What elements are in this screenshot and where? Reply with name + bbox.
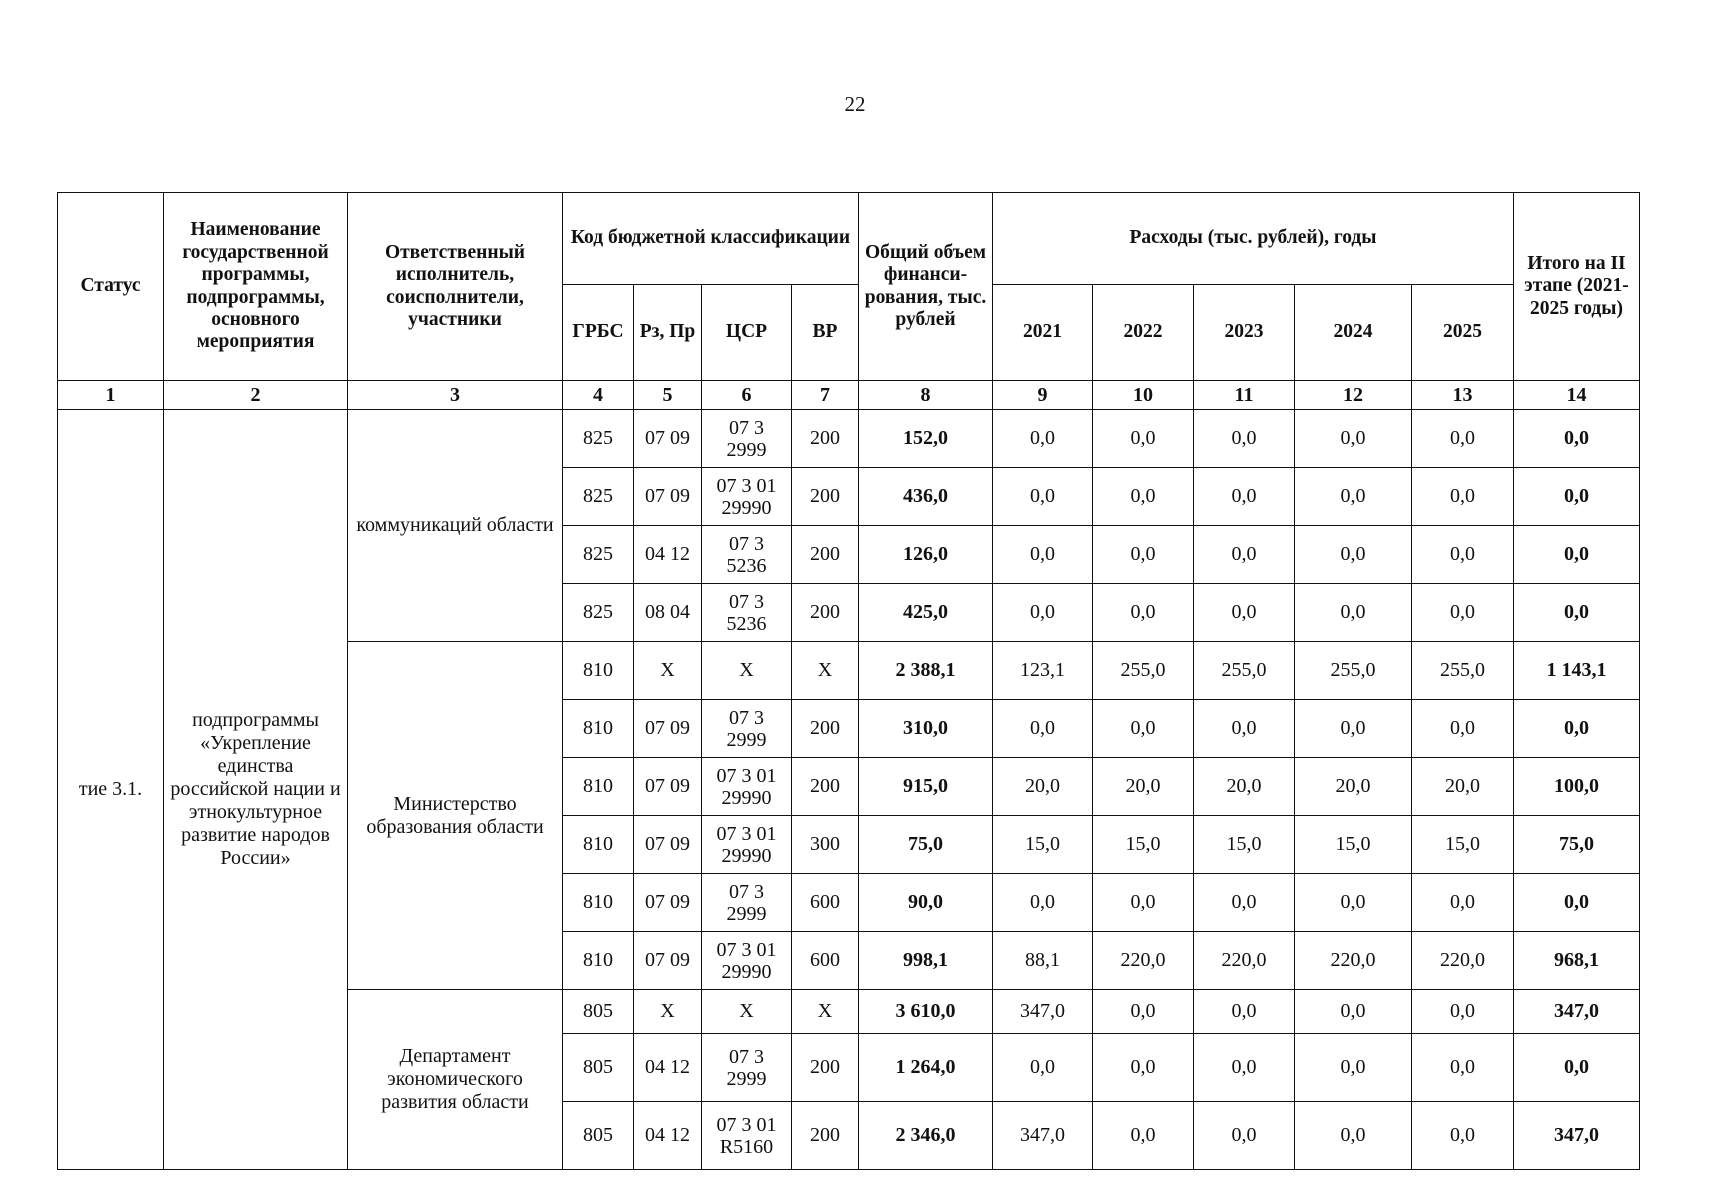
year-cell: 15,0 xyxy=(1295,816,1412,874)
csr-line: 2999 xyxy=(726,1067,767,1090)
csr-line: 07 3 01 xyxy=(716,822,777,845)
stage-total-cell: 100,0 xyxy=(1514,758,1640,816)
stage-total-cell: 0,0 xyxy=(1514,410,1640,468)
year-cell: 347,0 xyxy=(993,990,1093,1034)
csr-line: 5236 xyxy=(726,554,767,577)
year-cell: 0,0 xyxy=(1194,874,1295,932)
year-cell: 0,0 xyxy=(1412,1102,1514,1170)
total-cell: 1 264,0 xyxy=(859,1034,993,1102)
year-cell: 0,0 xyxy=(1295,990,1412,1034)
total-cell: 3 610,0 xyxy=(859,990,993,1034)
year-cell: 0,0 xyxy=(1295,874,1412,932)
rz-pr-cell: 07 09 xyxy=(634,468,702,526)
total-cell: 425,0 xyxy=(859,584,993,642)
year-cell: 0,0 xyxy=(1093,874,1194,932)
csr-cell xyxy=(702,816,792,874)
year-cell: 15,0 xyxy=(1412,816,1514,874)
executor-cell: коммуникаций области xyxy=(348,410,563,642)
column-number: 5 xyxy=(634,381,702,410)
total-cell: 126,0 xyxy=(859,526,993,584)
year-cell: 0,0 xyxy=(1295,700,1412,758)
total-cell: 915,0 xyxy=(859,758,993,816)
stage-total-cell: 0,0 xyxy=(1514,700,1640,758)
year-cell: 0,0 xyxy=(1093,526,1194,584)
csr-line: 07 3 xyxy=(729,706,764,729)
year-cell: 20,0 xyxy=(993,758,1093,816)
year-cell: 0,0 xyxy=(1194,990,1295,1034)
stage-total-cell: 347,0 xyxy=(1514,1102,1640,1170)
year-cell: 123,1 xyxy=(993,642,1093,700)
year-cell: 0,0 xyxy=(1194,700,1295,758)
year-cell: 0,0 xyxy=(1093,468,1194,526)
header-csr: ЦСР xyxy=(702,285,792,381)
csr-cell: Х xyxy=(702,642,792,700)
csr-line: 07 3 xyxy=(729,590,764,613)
csr-line: 2999 xyxy=(726,728,767,751)
stage-total-cell: 968,1 xyxy=(1514,932,1640,990)
rz-pr-cell: 07 09 xyxy=(634,758,702,816)
column-number: 13 xyxy=(1412,381,1514,410)
year-cell: 0,0 xyxy=(993,526,1093,584)
year-cell: 20,0 xyxy=(1093,758,1194,816)
grbs-cell: 810 xyxy=(563,700,634,758)
year-cell: 20,0 xyxy=(1295,758,1412,816)
year-cell: 220,0 xyxy=(1412,932,1514,990)
year-cell: 255,0 xyxy=(1412,642,1514,700)
header-budget-code: Код бюджетной классификации xyxy=(563,193,859,285)
grbs-cell: 805 xyxy=(563,1102,634,1170)
rz-pr-cell: Х xyxy=(634,990,702,1034)
year-cell: 0,0 xyxy=(1093,1102,1194,1170)
grbs-cell: 825 xyxy=(563,584,634,642)
rz-pr-cell: 08 04 xyxy=(634,584,702,642)
column-number: 8 xyxy=(859,381,993,410)
vr-cell: 200 xyxy=(792,526,859,584)
year-cell: 0,0 xyxy=(1412,990,1514,1034)
csr-cell xyxy=(702,410,792,468)
program-name-cell: подпрограммы «Укрепление единства российской нации и этнокультурное развитие народов России» xyxy=(164,410,348,1170)
header-expenses: Расходы (тыс. рублей), годы xyxy=(993,193,1514,285)
csr-line: 2999 xyxy=(726,902,767,925)
column-number: 12 xyxy=(1295,381,1412,410)
year-cell: 0,0 xyxy=(1412,700,1514,758)
year-cell: 0,0 xyxy=(1093,990,1194,1034)
grbs-cell: 810 xyxy=(563,874,634,932)
stage-total-cell: 75,0 xyxy=(1514,816,1640,874)
year-cell: 220,0 xyxy=(1093,932,1194,990)
total-cell: 310,0 xyxy=(859,700,993,758)
column-number: 14 xyxy=(1514,381,1640,410)
grbs-cell: 825 xyxy=(563,526,634,584)
header-executor: Ответственный исполнитель, соисполнители, участники xyxy=(348,193,563,381)
total-cell: 998,1 xyxy=(859,932,993,990)
total-cell: 2 346,0 xyxy=(859,1102,993,1170)
column-number: 1 xyxy=(58,381,164,410)
csr-line: 5236 xyxy=(726,612,767,635)
grbs-cell: 810 xyxy=(563,758,634,816)
csr-cell xyxy=(702,584,792,642)
header-grbs: ГРБС xyxy=(563,285,634,381)
year-cell: 255,0 xyxy=(1194,642,1295,700)
column-number: 2 xyxy=(164,381,348,410)
stage-total-cell: 0,0 xyxy=(1514,1034,1640,1102)
year-cell: 0,0 xyxy=(993,874,1093,932)
year-cell: 15,0 xyxy=(1194,816,1295,874)
year-cell: 0,0 xyxy=(1093,584,1194,642)
header-row xyxy=(58,193,1640,285)
csr-cell xyxy=(702,526,792,584)
rz-pr-cell: 07 09 xyxy=(634,816,702,874)
year-cell: 0,0 xyxy=(1093,1034,1194,1102)
rz-pr-cell: 07 09 xyxy=(634,932,702,990)
year-cell: 0,0 xyxy=(1194,1102,1295,1170)
year-cell: 0,0 xyxy=(1194,584,1295,642)
total-cell: 152,0 xyxy=(859,410,993,468)
year-cell: 255,0 xyxy=(1295,642,1412,700)
year-cell: 0,0 xyxy=(1295,1034,1412,1102)
header-2023: 2023 xyxy=(1194,285,1295,381)
grbs-cell: 825 xyxy=(563,410,634,468)
header-2024: 2024 xyxy=(1295,285,1412,381)
csr-cell xyxy=(702,874,792,932)
header-rz-pr: Рз, Пр xyxy=(634,285,702,381)
csr-cell xyxy=(702,758,792,816)
column-number: 10 xyxy=(1093,381,1194,410)
stage-total-cell: 347,0 xyxy=(1514,990,1640,1034)
csr-line: R5160 xyxy=(719,1135,774,1158)
year-cell: 255,0 xyxy=(1093,642,1194,700)
year-cell: 0,0 xyxy=(993,1034,1093,1102)
table-row xyxy=(58,410,1640,468)
year-cell: 88,1 xyxy=(993,932,1093,990)
total-cell: 90,0 xyxy=(859,874,993,932)
csr-cell xyxy=(702,932,792,990)
year-cell: 15,0 xyxy=(1093,816,1194,874)
vr-cell: 200 xyxy=(792,1034,859,1102)
csr-line: 2999 xyxy=(726,438,767,461)
csr-line: 07 3 xyxy=(729,1045,764,1068)
total-cell: 75,0 xyxy=(859,816,993,874)
year-cell: 220,0 xyxy=(1295,932,1412,990)
header-2025: 2025 xyxy=(1412,285,1514,381)
rz-pr-cell: 04 12 xyxy=(634,526,702,584)
rz-pr-cell: Х xyxy=(634,642,702,700)
column-number: 7 xyxy=(792,381,859,410)
rz-pr-cell: 07 09 xyxy=(634,410,702,468)
year-cell: 0,0 xyxy=(1412,468,1514,526)
year-cell: 0,0 xyxy=(1295,410,1412,468)
vr-cell: 200 xyxy=(792,468,859,526)
csr-line: 29990 xyxy=(721,960,772,983)
grbs-cell: 805 xyxy=(563,990,634,1034)
header-name: Наименование государственной программы, подпрограммы, основного мероприятия xyxy=(164,193,348,381)
year-cell: 0,0 xyxy=(1412,410,1514,468)
column-number: 4 xyxy=(563,381,634,410)
executor-cell: Департамент экономического развития области xyxy=(348,990,563,1170)
csr-line: 07 3 01 xyxy=(716,764,777,787)
csr-cell xyxy=(702,1102,792,1170)
year-cell: 20,0 xyxy=(1412,758,1514,816)
stage-total-cell: 1 143,1 xyxy=(1514,642,1640,700)
stage-total-cell: 0,0 xyxy=(1514,584,1640,642)
csr-line: 07 3 01 xyxy=(716,474,777,497)
year-cell: 20,0 xyxy=(1194,758,1295,816)
year-cell: 0,0 xyxy=(993,584,1093,642)
year-cell: 0,0 xyxy=(993,700,1093,758)
column-number-row xyxy=(58,381,1640,410)
total-cell: 436,0 xyxy=(859,468,993,526)
year-cell: 0,0 xyxy=(1295,1102,1412,1170)
stage-total-cell: 0,0 xyxy=(1514,526,1640,584)
column-number: 9 xyxy=(993,381,1093,410)
csr-line: 07 3 01 xyxy=(716,1113,777,1136)
budget-table xyxy=(57,192,1640,1170)
year-cell: 0,0 xyxy=(1295,468,1412,526)
grbs-cell: 805 xyxy=(563,1034,634,1102)
vr-cell: Х xyxy=(792,642,859,700)
year-cell: 220,0 xyxy=(1194,932,1295,990)
year-cell: 0,0 xyxy=(1295,526,1412,584)
year-cell: 0,0 xyxy=(1412,526,1514,584)
rz-pr-cell: 07 09 xyxy=(634,874,702,932)
column-number: 3 xyxy=(348,381,563,410)
column-number: 11 xyxy=(1194,381,1295,410)
stage-total-cell: 0,0 xyxy=(1514,874,1640,932)
total-cell: 2 388,1 xyxy=(859,642,993,700)
executor-cell: Министерство образования области xyxy=(348,642,563,990)
grbs-cell: 810 xyxy=(563,932,634,990)
csr-cell xyxy=(702,468,792,526)
column-number: 6 xyxy=(702,381,792,410)
csr-cell xyxy=(702,700,792,758)
vr-cell: 200 xyxy=(792,758,859,816)
header-2022: 2022 xyxy=(1093,285,1194,381)
header-total: Общий объем финанси-рования, тыс. рублей xyxy=(859,193,993,381)
csr-cell xyxy=(702,1034,792,1102)
year-cell: 0,0 xyxy=(1295,584,1412,642)
year-cell: 0,0 xyxy=(1194,410,1295,468)
header-stage-total: Итого на II этапе (2021-2025 годы) xyxy=(1514,193,1640,381)
year-cell: 0,0 xyxy=(1093,700,1194,758)
year-cell: 347,0 xyxy=(993,1102,1093,1170)
vr-cell: 200 xyxy=(792,584,859,642)
page-number: 22 xyxy=(844,92,866,116)
rz-pr-cell: 04 12 xyxy=(634,1102,702,1170)
vr-cell: Х xyxy=(792,990,859,1034)
vr-cell: 200 xyxy=(792,700,859,758)
header-vr: ВР xyxy=(792,285,859,381)
csr-line: 29990 xyxy=(721,496,772,519)
year-cell: 0,0 xyxy=(1412,874,1514,932)
vr-cell: 600 xyxy=(792,874,859,932)
vr-cell: 200 xyxy=(792,1102,859,1170)
year-cell: 0,0 xyxy=(1194,526,1295,584)
stage-total-cell: 0,0 xyxy=(1514,468,1640,526)
csr-line: 07 3 xyxy=(729,880,764,903)
grbs-cell: 825 xyxy=(563,468,634,526)
grbs-cell: 810 xyxy=(563,816,634,874)
csr-line: 29990 xyxy=(721,844,772,867)
csr-line: 07 3 01 xyxy=(716,938,777,961)
csr-line: 29990 xyxy=(721,786,772,809)
year-cell: 0,0 xyxy=(993,410,1093,468)
vr-cell: 600 xyxy=(792,932,859,990)
csr-line: 07 3 xyxy=(729,532,764,555)
year-cell: 15,0 xyxy=(993,816,1093,874)
status-cell: тие 3.1. xyxy=(58,410,164,1170)
year-cell: 0,0 xyxy=(1093,410,1194,468)
rz-pr-cell: 04 12 xyxy=(634,1034,702,1102)
grbs-cell: 810 xyxy=(563,642,634,700)
rz-pr-cell: 07 09 xyxy=(634,700,702,758)
csr-cell: Х xyxy=(702,990,792,1034)
header-2021: 2021 xyxy=(993,285,1093,381)
csr-line: 07 3 xyxy=(729,416,764,439)
header-status: Статус xyxy=(58,193,164,381)
year-cell: 0,0 xyxy=(1412,1034,1514,1102)
vr-cell: 200 xyxy=(792,410,859,468)
vr-cell: 300 xyxy=(792,816,859,874)
year-cell: 0,0 xyxy=(1412,584,1514,642)
year-cell: 0,0 xyxy=(1194,468,1295,526)
year-cell: 0,0 xyxy=(993,468,1093,526)
year-cell: 0,0 xyxy=(1194,1034,1295,1102)
